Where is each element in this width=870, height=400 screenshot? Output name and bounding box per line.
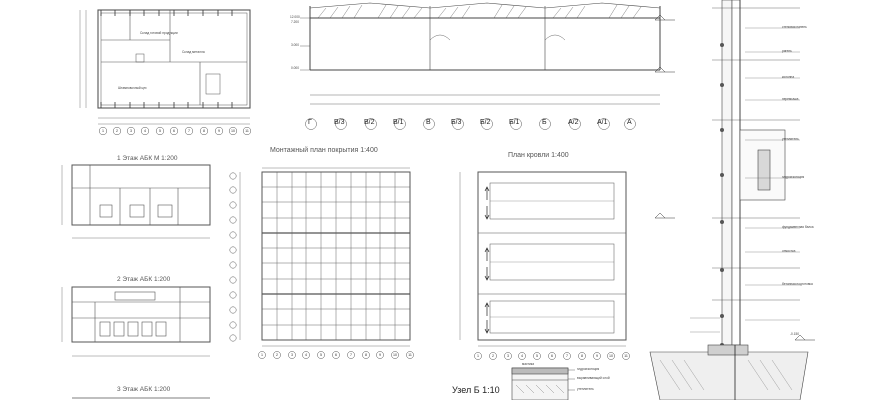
axis-number-label: 2 xyxy=(276,352,278,357)
first-floor-title: 1 Этаж АБК М 1:200 xyxy=(117,155,178,162)
section-axis-label: Б xyxy=(542,119,547,126)
axis-number-label: 1 xyxy=(102,128,104,133)
wall-section-label: фундаментная балка xyxy=(782,225,814,229)
wall-section-label: отмостка xyxy=(782,249,796,253)
axis-number-label: 5 xyxy=(320,352,322,357)
axis-number-label: 11 xyxy=(624,353,628,358)
axis-number-label: 10 xyxy=(231,128,235,133)
room-label-finished-goods: Склад готовой продукции xyxy=(140,31,178,35)
node-top-label: мастика xyxy=(522,362,535,366)
section-axis-label: Г xyxy=(308,119,312,126)
section-axis-label: Б/1 xyxy=(509,119,520,126)
axis-number-label: 11 xyxy=(245,128,249,133)
axis-number-label: 4 xyxy=(521,353,523,358)
axis-number-label: 10 xyxy=(393,352,397,357)
wall-section-label: ригель xyxy=(782,49,792,53)
axis-number-label: 9 xyxy=(218,128,220,133)
axis-number-label: 5 xyxy=(159,128,161,133)
node-layer-label: выравнивающий слой xyxy=(577,376,610,380)
axis-number-label: 8 xyxy=(365,352,367,357)
elevation-label: -0.150 xyxy=(790,332,800,336)
wall-section-label: утеплитель xyxy=(782,137,799,141)
axis-number-label: 3 xyxy=(507,353,509,358)
axis-number-label: 1 xyxy=(261,352,263,357)
node-layer-label: гидроизоляция xyxy=(577,367,600,371)
axis-number-label: 7 xyxy=(566,353,568,358)
elevation-label: 7.200 xyxy=(291,20,299,24)
axis-number-label: 8 xyxy=(203,128,205,133)
wall-section-label: колонна xyxy=(782,75,795,79)
axis-number-label: 2 xyxy=(492,353,494,358)
section-axis-label: В xyxy=(426,119,431,126)
section-axis-label: В/3 xyxy=(334,119,345,126)
elevation-label: 3.000 xyxy=(291,43,299,47)
axis-number-label: 6 xyxy=(173,128,175,133)
section-axis-label: А/1 xyxy=(597,119,608,126)
second-floor-title: 2 Этаж АБК 1:200 xyxy=(117,276,171,283)
axis-number-label: 3 xyxy=(291,352,293,357)
node-b-title: Узел Б 1:10 xyxy=(452,385,500,395)
room-label-metal-store: Склад металла xyxy=(182,50,205,54)
axis-number-label: 7 xyxy=(350,352,352,357)
node-layer-label: утеплитель xyxy=(577,387,594,391)
axis-number-label: 6 xyxy=(551,353,553,358)
node-b-detail xyxy=(512,368,575,400)
axis-number-label: 9 xyxy=(596,353,598,358)
foundation xyxy=(650,345,808,400)
axis-number-label: 4 xyxy=(305,352,307,357)
roof-plan-title: План кровли 1:400 xyxy=(508,152,569,159)
section-axis-label: Б/2 xyxy=(480,119,491,126)
axis-number-label: 1 xyxy=(477,353,479,358)
section-axis-label: В/1 xyxy=(393,119,404,126)
axis-number-label: 5 xyxy=(536,353,538,358)
wall-section-label: перемычка xyxy=(782,97,799,101)
section-axis-label: Б/3 xyxy=(451,119,462,126)
third-floor-title: 3 Этаж АБК 1:200 xyxy=(117,386,171,393)
axis-number-label: 11 xyxy=(408,352,412,357)
axis-number-label: 2 xyxy=(116,128,118,133)
axis-number-label: 4 xyxy=(144,128,146,133)
room-label-stamping: Штамповочный цех xyxy=(118,86,147,90)
elevation-label: 12.000 xyxy=(290,15,300,19)
section-axis-label: А xyxy=(627,119,632,126)
mounting-plan-title: Монтажный план покрытия 1:400 xyxy=(270,147,378,154)
elevation-label: 0.000 xyxy=(291,66,299,70)
axis-number-label: 8 xyxy=(581,353,583,358)
section-axis-label: В/2 xyxy=(364,119,375,126)
section-axis-label: А/2 xyxy=(568,119,579,126)
axis-number-label: 10 xyxy=(609,353,613,358)
wall-section-label: стеновая панель xyxy=(782,25,807,29)
wall-section-label: бетонная подготовка xyxy=(782,282,813,286)
axis-number-label: 9 xyxy=(379,352,381,357)
axis-number-label: 7 xyxy=(188,128,190,133)
axis-number-label: 6 xyxy=(335,352,337,357)
wall-section-label: гидроизоляция xyxy=(782,175,805,179)
axis-number-label: 3 xyxy=(130,128,132,133)
